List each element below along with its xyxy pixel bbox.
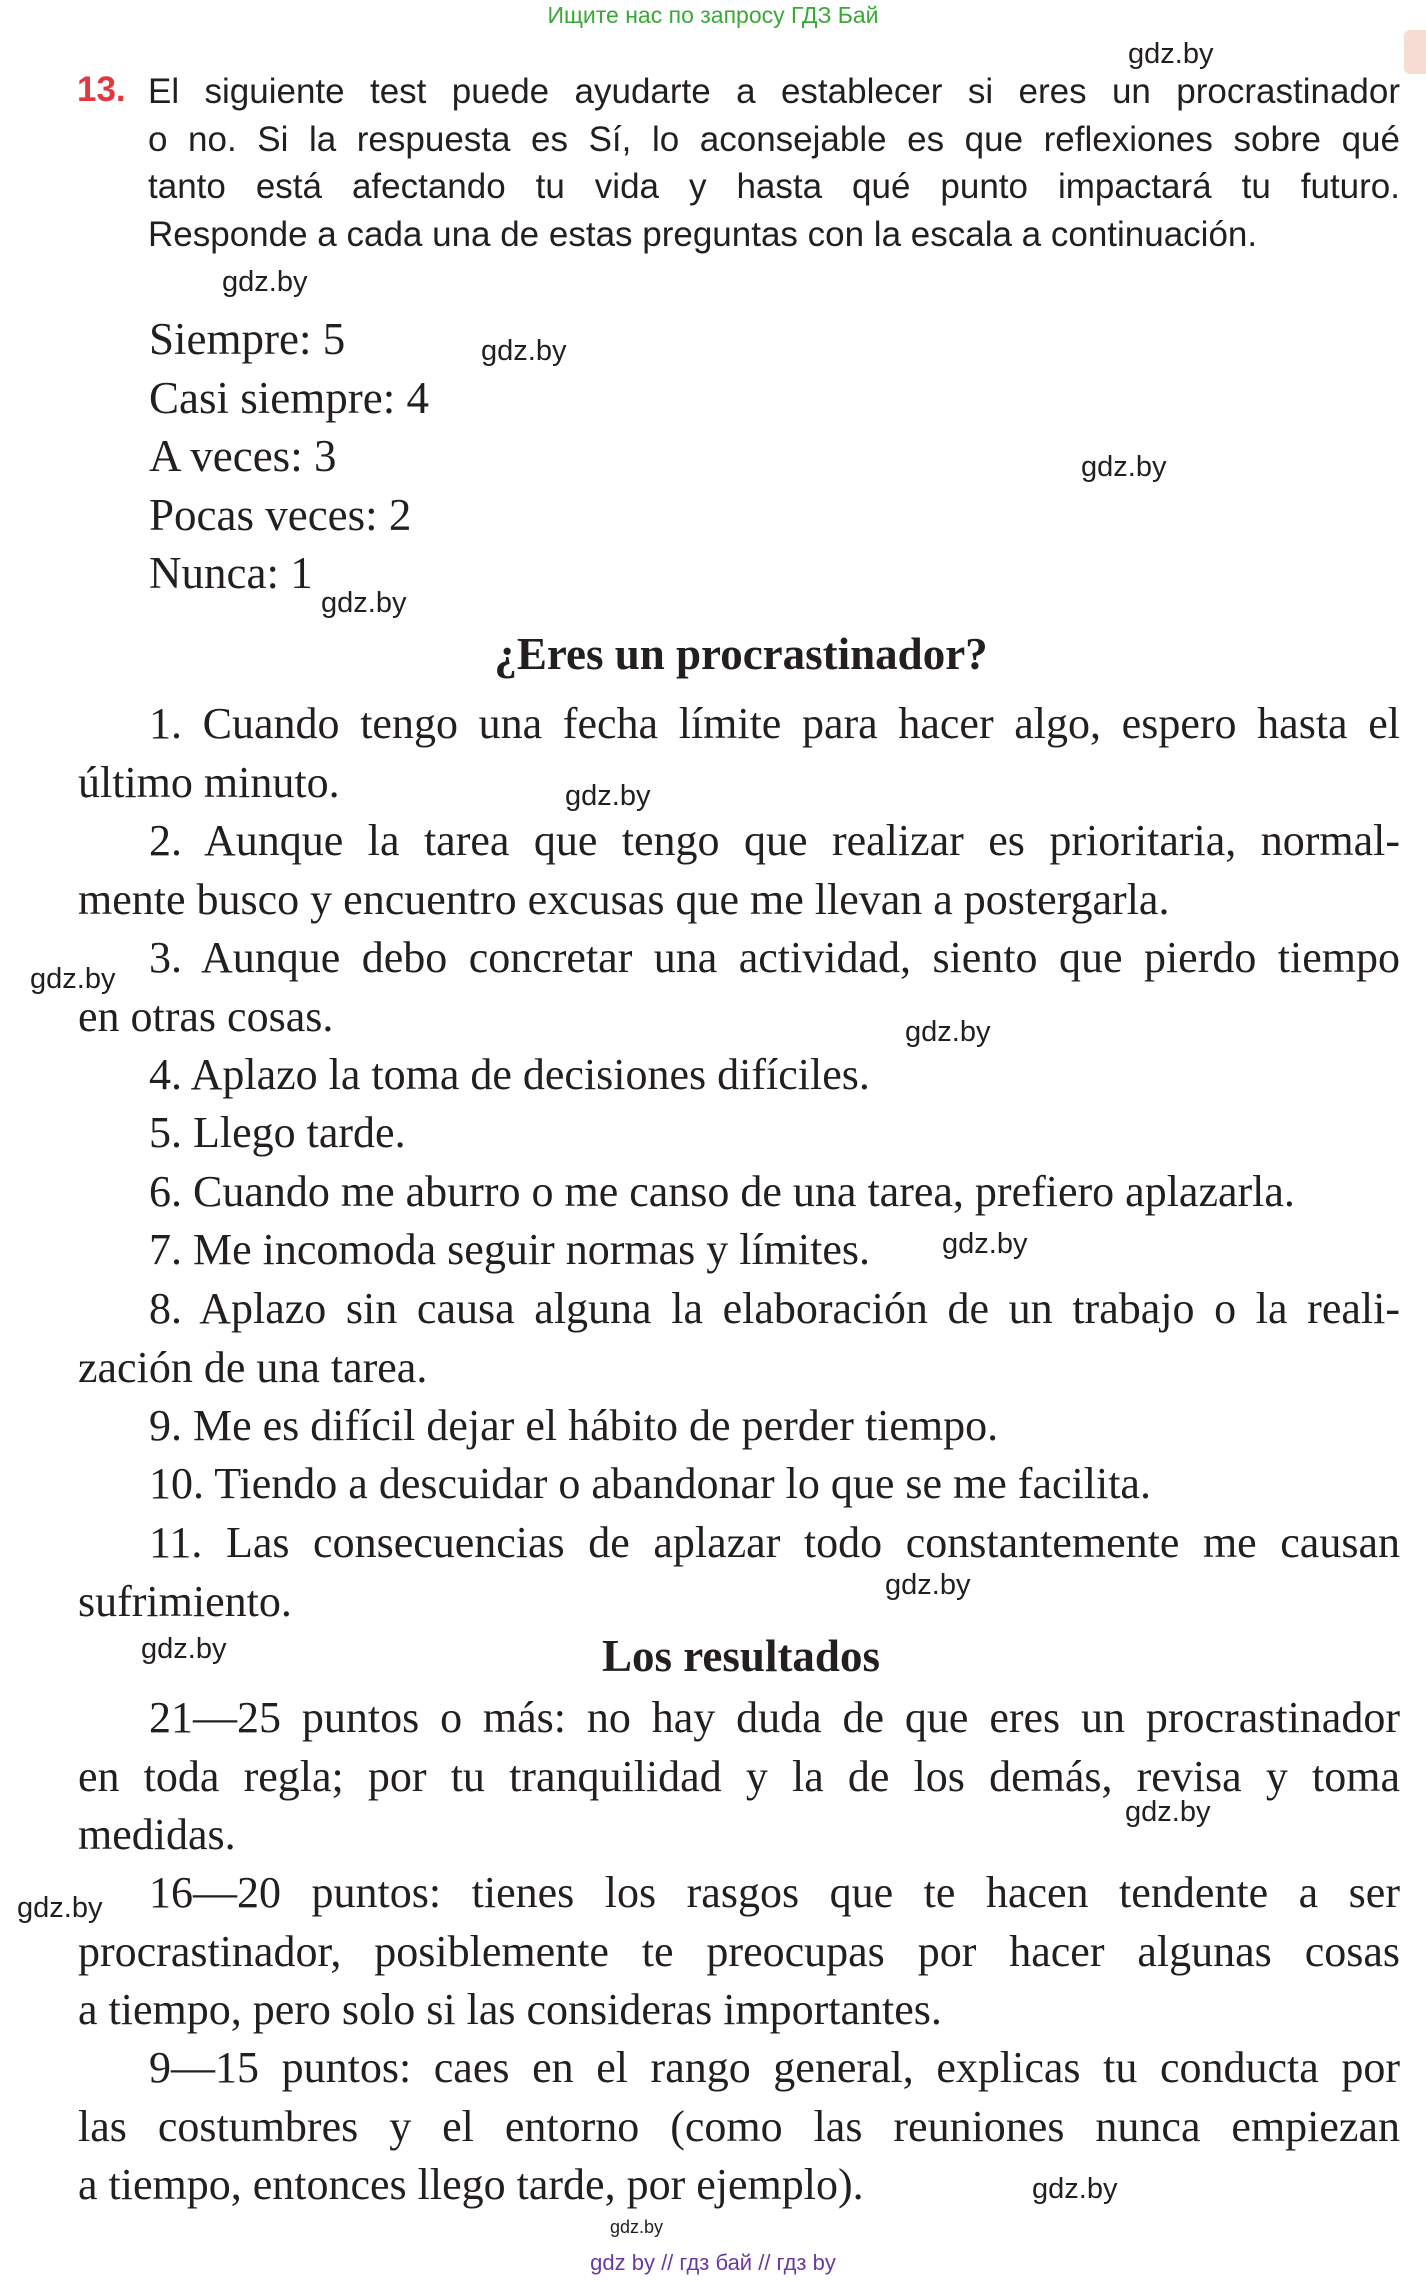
scale-item: Nunca: 1: [149, 548, 313, 598]
intro-line: tanto está afectando tu vida y hasta qué punto impactará tu futuro.: [148, 167, 1400, 206]
task-number: 13.: [77, 70, 126, 109]
watermark: gdz.by: [610, 2217, 664, 2237]
watermark: gdz.by: [885, 1569, 971, 1601]
scale-item: Siempre: 5: [149, 314, 346, 364]
scale-item: Pocas veces: 2: [149, 490, 412, 540]
watermark: gdz.by: [1125, 1796, 1211, 1828]
quiz-title: ¿Eres un procrastinador?: [494, 629, 988, 679]
task-intro: [148, 68, 1400, 258]
quiz-item-line: 9. Me es difícil dejar el hábito de perder tiempo.: [149, 1401, 999, 1450]
quiz-item: [78, 929, 1400, 1046]
watermark: gdz.by: [222, 266, 308, 298]
quiz-item: [78, 1397, 1400, 1456]
result-item-line: 21—25 puntos o más: no hay duda de que eres un procrastinador: [149, 1693, 1400, 1742]
quiz-item: [78, 1163, 1400, 1222]
quiz-item-line: último minuto.: [78, 757, 340, 807]
watermark: gdz.by: [565, 780, 651, 812]
footer-links[interactable]: gdz by // гдз бай // гдз by: [590, 2250, 836, 2275]
intro-line: Responde a cada una de estas preguntas con la escala a continuación.: [148, 214, 1258, 254]
watermark: gdz.by: [321, 587, 407, 619]
top-banner[interactable]: Ищите нас по запросу ГДЗ Бай: [547, 2, 879, 28]
intro-line: o no. Si la respuesta es Sí, lo aconsejable es que reflexiones sobre qué: [148, 119, 1400, 159]
quiz-item-line: 4. Aplazo la toma de decisiones difíciles.: [149, 1050, 870, 1099]
result-item-line: 9—15 puntos: caes en el rango general, explicas tu conducta por: [149, 2043, 1400, 2092]
quiz-item: [78, 1455, 1400, 1514]
quiz-item-line: 1. Cuando tengo una fecha límite para hacer algo, espero hasta el: [149, 699, 1400, 748]
result-item-line: en toda regla; por tu tranquilidad y la de los demás, revisa y toma: [78, 1751, 1400, 1801]
scale-item: A veces: 3: [149, 431, 337, 481]
result-item-line: las costumbres y el entorno (como las reuniones nunca empiezan: [78, 2101, 1400, 2151]
quiz-item-line: sufrimiento.: [78, 1576, 292, 1626]
quiz-item-line: 7. Me incomoda seguir normas y límites.: [149, 1225, 870, 1274]
quiz-item: [78, 812, 1400, 929]
quiz-item: [78, 1221, 1400, 1280]
watermark: gdz.by: [30, 963, 116, 995]
quiz-item-line: mente busco y encuentro excusas que me llevan a postergarla.: [78, 874, 1170, 924]
quiz-item: [78, 1514, 1400, 1631]
watermark: gdz.by: [1081, 451, 1167, 483]
scale-item: Casi siempre: 4: [149, 373, 429, 423]
result-item: [78, 1689, 1400, 1865]
quiz-item: [78, 1104, 1400, 1163]
quiz-item: [78, 695, 1400, 812]
results-title: Los resultados: [602, 1631, 880, 1681]
quiz-item-line: 11. Las consecuencias de aplazar todo constantemente me causan: [149, 1518, 1400, 1567]
quiz-item: [78, 1280, 1400, 1397]
result-item-line: medidas.: [78, 1810, 236, 1859]
watermark: gdz.by: [141, 1633, 227, 1665]
watermark: gdz.by: [481, 335, 567, 367]
watermark: gdz.by: [905, 1016, 991, 1048]
result-item: [78, 2039, 1400, 2215]
quiz-item-line: 6. Cuando me aburro o me canso de una tarea, prefiero aplazarla.: [149, 1167, 1295, 1216]
quiz-item-line: 5. Llego tarde.: [149, 1108, 406, 1157]
watermark: gdz.by: [1032, 2173, 1118, 2205]
quiz-item-line: en otras cosas.: [78, 991, 334, 1041]
quiz-item: [78, 1046, 1400, 1105]
result-item-line: a tiempo, pero solo si las consideras importantes.: [78, 1985, 942, 2034]
watermark: gdz.by: [942, 1228, 1028, 1260]
page-corner-tab: [1404, 30, 1426, 74]
result-item-line: 16—20 puntos: tienes los rasgos que te hacen tendente a ser: [149, 1868, 1400, 1917]
result-item-line: a tiempo, entonces llego tarde, por ejemplo).: [78, 2160, 864, 2209]
quiz-item-line: zación de una tarea.: [78, 1342, 428, 1392]
watermark: gdz.by: [1128, 38, 1214, 70]
result-item-line: procrastinador, posiblemente te preocupas por hacer algunas cosas: [78, 1926, 1400, 1976]
intro-line: El siguiente test puede ayudarte a establecer si eres un procrastinador: [148, 72, 1400, 111]
result-item: [78, 1864, 1400, 2040]
quiz-item-line: 10. Tiendo a descuidar o abandonar lo que se me facilita.: [149, 1459, 1151, 1508]
quiz-item-line: 8. Aplazo sin causa alguna la elaboración de un trabajo o la reali-: [149, 1284, 1400, 1333]
watermark: gdz.by: [17, 1892, 103, 1924]
quiz-item-line: 2. Aunque la tarea que tengo que realizar es prioritaria, normal-: [149, 816, 1400, 865]
quiz-item-line: 3. Aunque debo concretar una actividad, siento que pierdo tiempo: [149, 933, 1400, 982]
